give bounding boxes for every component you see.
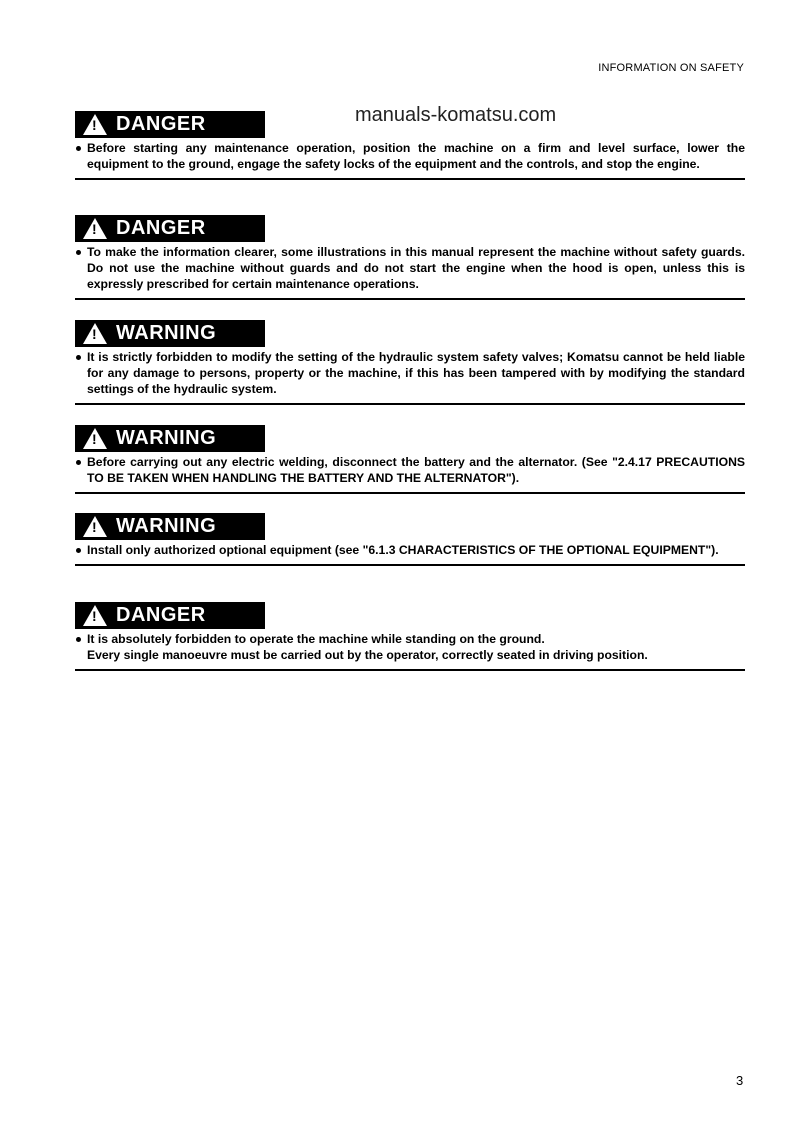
notice-level: DANGER [116,217,206,239]
notice-text: It is absolutely forbidden to operate the machine while standing on the ground. [87,632,545,646]
warning-triangle-icon [83,428,107,449]
section-header: INFORMATION ON SAFETY [598,62,744,74]
notice-level: WARNING [116,515,217,537]
notice-text: Before starting any maintenance operation, position the machine on a firm and level surface, lower the equipment to the ground, engage the safety locks of the equipment and the controls, and stop the engine. [87,141,745,171]
notice-danger-1 [75,111,745,180]
divider [75,492,745,494]
bullet-icon [76,250,81,255]
notice-text: To make the information clearer, some illustrations in this manual represent the machine without safety guards. Do not use the machine without guards and do not start the engine when the hood is open, unless this is expressly prescribed for certain maintenance operations. [87,245,745,291]
warning-triangle-icon [83,218,107,239]
danger-label [75,111,265,138]
notice-level: DANGER [116,604,206,626]
warning-label [75,513,265,540]
bullet-icon [76,146,81,151]
notice-warning-3 [75,513,745,566]
notice-level: WARNING [116,427,217,449]
notice-text: Before carrying out any electric welding, disconnect the battery and the alternator. (See "2.4.17 PRECAUTIONS TO BE TAKEN WHEN HANDLING THE BATTERY AND THE ALTERNATOR"). [87,455,745,485]
notice-warning-1 [75,320,745,405]
notice-danger-3 [75,602,745,671]
divider [75,669,745,671]
page-number: 3 [736,1073,744,1088]
danger-label [75,602,265,629]
divider [75,403,745,405]
divider [75,564,745,566]
notice-warning-2 [75,425,745,494]
warning-label [75,425,265,452]
notice-danger-2 [75,215,745,300]
watermark: manuals-komatsu.com [355,104,557,126]
bullet-icon [76,548,81,553]
bullet-icon [76,355,81,360]
notice-text: Install only authorized optional equipment (see "6.1.3 CHARACTERISTICS OF THE OPTIONAL EQUIPMENT"). [87,543,719,557]
bullet-icon [76,637,81,642]
danger-label [75,215,265,242]
notice-level: DANGER [116,113,206,135]
warning-triangle-icon [83,516,107,537]
warning-label [75,320,265,347]
bullet-icon [76,460,81,465]
warning-triangle-icon [83,605,107,626]
notice-text-2: Every single manoeuvre must be carried out by the operator, correctly seated in driving position. [87,648,648,662]
divider [75,298,745,300]
notice-level: WARNING [116,322,217,344]
warning-triangle-icon [83,114,107,135]
divider [75,178,745,180]
warning-triangle-icon [83,323,107,344]
notice-text: It is strictly forbidden to modify the setting of the hydraulic system safety valves; Komatsu cannot be held liable for any damage to persons, property or the machine, if this has been tampered with by modifying the standard settings of the hydraulic system. [87,350,745,396]
